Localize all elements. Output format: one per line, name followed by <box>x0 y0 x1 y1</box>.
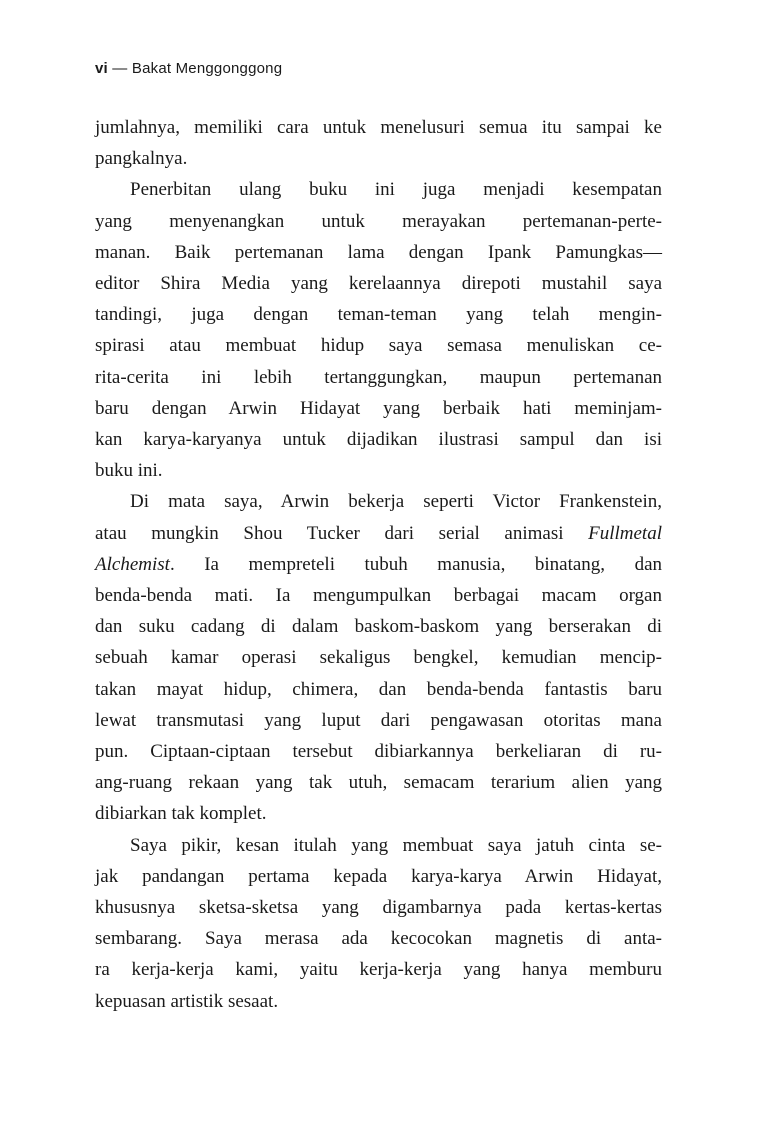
text-line: Saya pikir, kesan itulah yang membuat saya jatuh cinta se- <box>130 834 662 856</box>
paragraph <box>95 486 662 829</box>
text-line: yang menyenangkan untuk merayakan pertemanan-perte- <box>95 210 662 232</box>
text-line: kan karya-karyanya untuk dijadikan ilustrasi sampul dan isi <box>95 429 662 451</box>
running-head <box>95 60 282 77</box>
text-line: manan. Baik pertemanan lama dengan Ipank Pamungkas— <box>95 241 662 263</box>
text-line <box>95 518 662 549</box>
text-line: pangkalnya. <box>95 148 188 170</box>
text-line: buku ini. <box>95 460 163 482</box>
text-line: dan suku cadang di dalam baskom-baskom yang berserakan di <box>95 616 662 638</box>
text-line: kepuasan artistik sesaat. <box>95 990 279 1012</box>
text-line: lewat transmutasi yang luput dari pengawasan otoritas mana <box>95 709 662 731</box>
text-line: benda-benda mati. Ia mengumpulkan berbagai macam organ <box>95 585 662 607</box>
text-line: sembarang. Saya merasa ada kecocokan magnetis di anta- <box>95 928 662 950</box>
book-title: Bakat Menggonggong <box>131 60 283 77</box>
text-line: tandingi, juga dengan teman-teman yang telah mengin- <box>95 304 662 326</box>
text-line: Penerbitan ulang buku ini juga menjadi kesempatan <box>130 179 662 201</box>
text-line: dibiarkan tak komplet. <box>95 803 267 825</box>
text-line: khususnya sketsa-sketsa yang digambarnya pada kertas-kertas <box>95 897 662 919</box>
text-line: pun. Ciptaan-ciptaan tersebut dibiarkannya berkeliaran di ru- <box>95 741 662 763</box>
text-line: ang-ruang rekaan yang tak utuh, semacam terarium alien yang <box>95 772 662 794</box>
text-line: Di mata saya, Arwin bekerja seperti Victor Frankenstein, <box>130 491 662 513</box>
text-line: baru dengan Arwin Hidayat yang berbaik hati meminjam- <box>95 397 662 419</box>
text-line: ra kerja-kerja kami, yaitu kerja-kerja yang hanya memburu <box>95 959 662 981</box>
text-line: takan mayat hidup, chimera, dan benda-benda fantastis baru <box>95 678 662 700</box>
text-line: jak pandangan pertama kepada karya-karya Arwin Hidayat, <box>95 865 662 887</box>
text-line: spirasi atau membuat hidup saya semasa menuliskan ce- <box>95 335 662 357</box>
paragraph <box>95 174 662 486</box>
header-separator: — <box>112 60 128 77</box>
text-run: atau mungkin Shou Tucker dari serial animasi <box>95 522 564 544</box>
paragraph <box>95 112 662 174</box>
text-run: . Ia mempreteli tubuh manusia, binatang, dan <box>169 553 662 575</box>
italic-title: Fullmetal <box>588 522 662 544</box>
text-line: editor Shira Media yang kerelaannya direpoti mustahil saya <box>95 273 662 295</box>
italic-title: Alchemist <box>95 553 170 575</box>
text-line: rita-cerita ini lebih tertanggungkan, maupun pertemanan <box>95 366 662 388</box>
text-line <box>95 549 662 580</box>
text-line: jumlahnya, memiliki cara untuk menelusuri semua itu sampai ke <box>95 117 662 138</box>
page-number: vi <box>95 60 108 77</box>
text-line: sebuah kamar operasi sekaligus bengkel, kemudian mencip- <box>95 647 662 669</box>
body-text <box>95 112 662 1017</box>
paragraph <box>95 830 662 1017</box>
